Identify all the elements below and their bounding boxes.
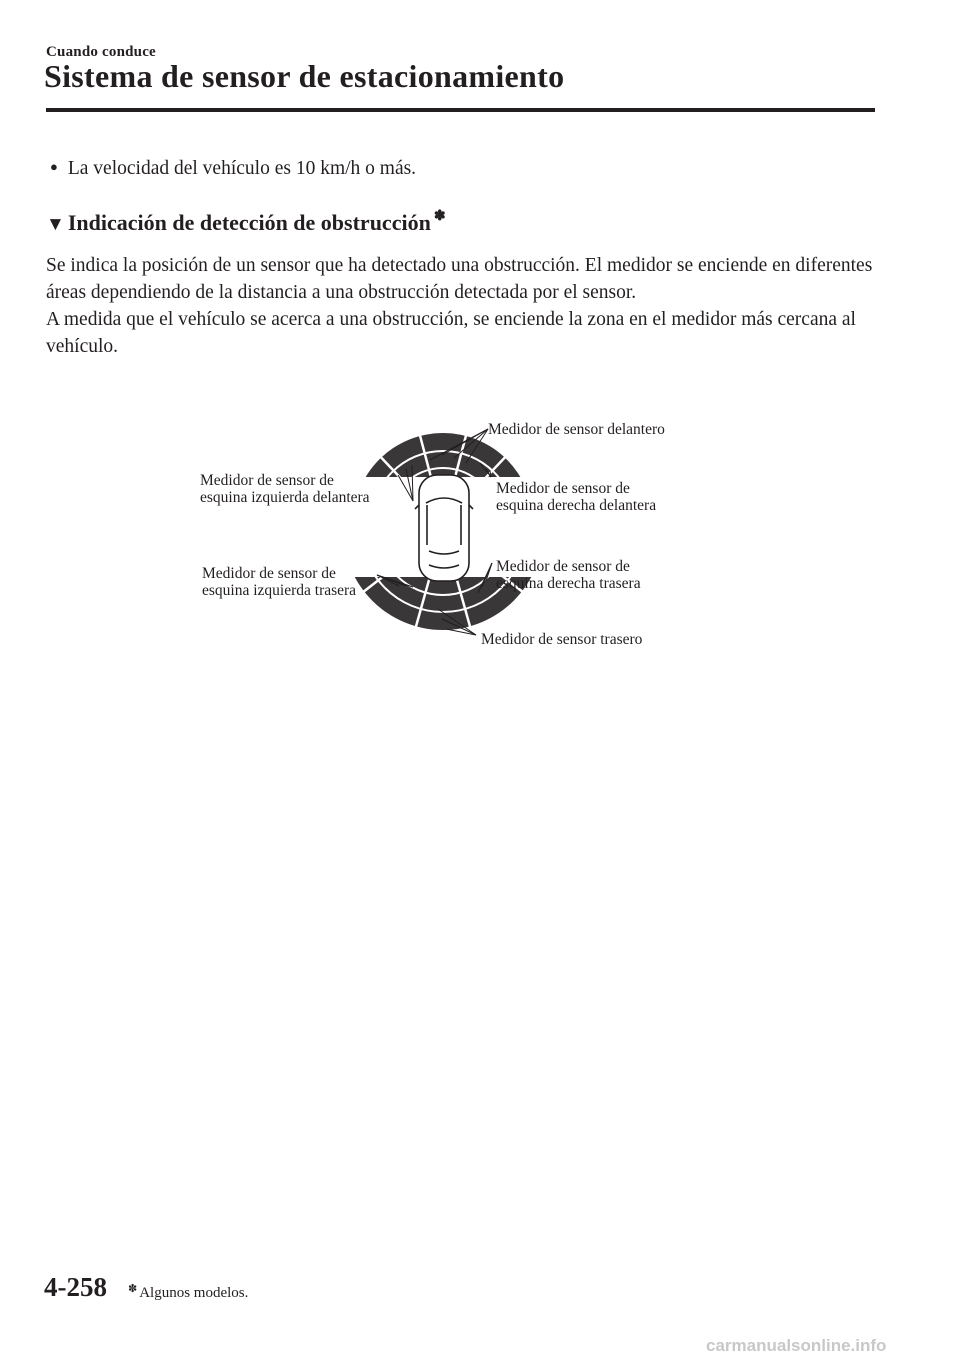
bullet-text: La velocidad del vehículo es 10 km/h o más. [67, 158, 417, 179]
paragraph-2: A medida que el vehículo se acerca a una obstrucción, se enciende la zona en el medidor más cercana al vehículo. [46, 309, 856, 357]
car-top-view-icon [415, 475, 473, 581]
triangle-down-icon: ▼ [46, 214, 65, 235]
bullet-dot-icon: ● [50, 159, 58, 174]
section-label: Cuando conduce [46, 44, 156, 60]
footnote-asterisk-icon: ✽ [128, 1283, 138, 1295]
sensor-diagram [180, 405, 740, 655]
page-number: 4-258 [44, 1272, 107, 1302]
label-rear-right-corner: Medidor de sensor de esquina derecha trasera [496, 558, 641, 592]
footer-note [128, 1282, 248, 1302]
paragraph-1: Se indica la posición de un sensor que ha detectado una obstrucción. El medidor se enciende en diferentes áreas dependiendo de la distancia a una obstrucción detectada por el sensor. [46, 255, 873, 303]
bullet-item [50, 158, 416, 180]
watermark: carmanualsonline.info [706, 1336, 887, 1355]
label-rear-sensor: Medidor de sensor trasero [481, 631, 643, 648]
subheading-text: Indicación de detección de obstrucción [67, 210, 431, 235]
label-front-left-corner: Medidor de sensor de esquina izquierda delantera [200, 472, 370, 506]
label-rear-left-corner: Medidor de sensor de esquina izquierda trasera [202, 565, 357, 599]
label-front-sensor: Medidor de sensor delantero [488, 421, 665, 438]
footer-note-text: Algunos modelos. [139, 1285, 249, 1301]
subheading [46, 208, 446, 236]
label-front-right-corner: Medidor de sensor de esquina derecha delantera [496, 480, 657, 514]
asterisk-icon: ✽ [433, 209, 446, 224]
sensor-diagram-svg [180, 405, 740, 655]
body-text [46, 252, 886, 360]
page-title: Sistema de sensor de estacionamiento [44, 58, 565, 94]
title-rule [46, 108, 875, 112]
